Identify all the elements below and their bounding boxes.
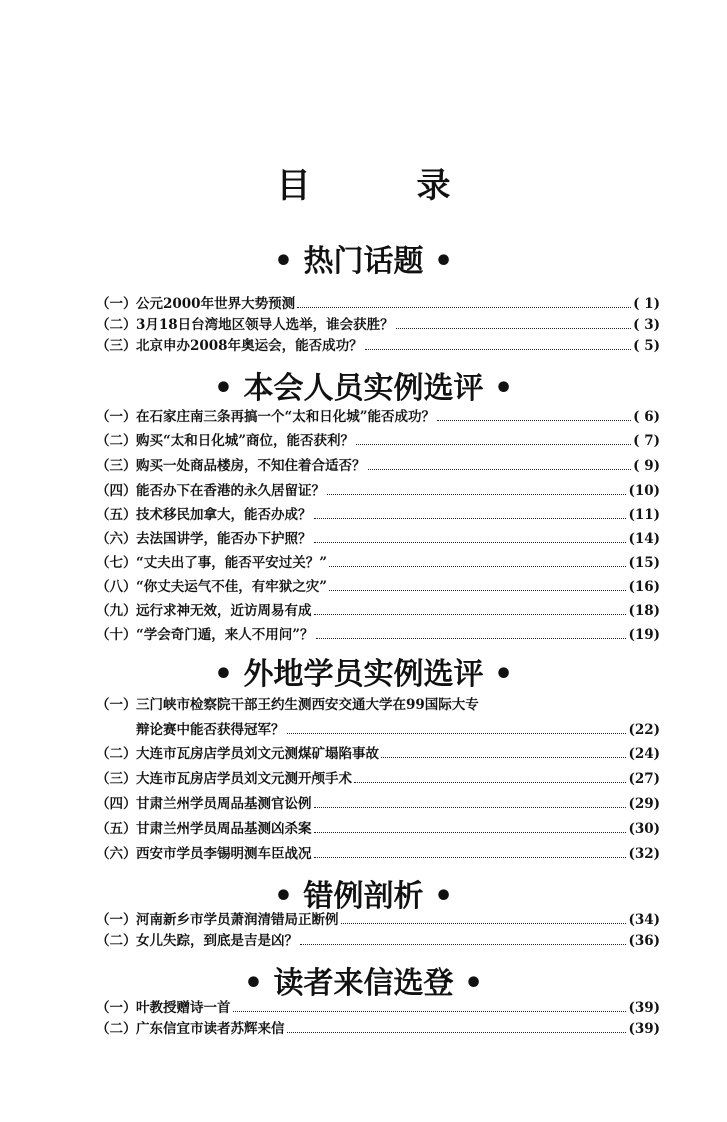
leader-dots [287,733,627,734]
entry-title-continued: 辩论赛中能否获得冠军？ [136,722,285,738]
leader-dots [316,638,627,639]
entry-title: 远行求神无效，近访周易有成 [136,603,312,619]
entry-title: “你丈夫运气不佳，有牢狱之灾” [136,579,328,595]
toc-entry[interactable] [96,996,660,1018]
entry-page: ( 7) [633,433,660,449]
entry-title: 甘肃兰州学员周品基测官讼例 [136,796,312,812]
leader-dots [300,944,626,945]
leader-dots [437,420,631,421]
leader-dots [329,566,626,567]
entry-title: 大连市瓦房店学员刘文元测煤矿塌陷事故 [136,746,379,762]
entry-page: ( 1) [633,296,660,312]
leader-dots [329,590,626,591]
entry-page: (14) [628,531,660,547]
entry-page: ( 5) [633,338,660,354]
entry-title: “学会奇门遁，来人不用问”？ [136,627,314,643]
entry-number: （一） [96,1000,137,1016]
section-heading-reader-letters: • 读者来信选登 • [243,966,484,1001]
leader-dots [314,518,627,519]
entry-page: (24) [628,746,660,762]
leader-dots [368,469,632,470]
entry-number: （七） [96,555,137,571]
entry-number: （二） [96,746,137,762]
entry-number: （二） [96,1021,137,1037]
leader-dots [327,494,626,495]
entry-number: （九） [96,603,137,619]
entry-title: 西安市学员李锡明测车臣战况 [136,846,312,862]
entry-number: （十） [96,627,137,643]
entry-title: 在石家庄南三条再搞一个“太和日化城”能否成功？ [136,409,436,425]
toc-entry[interactable] [96,405,660,427]
entry-page: (11) [628,507,660,523]
entry-page: (27) [628,771,660,787]
entry-number: （六） [96,846,137,862]
entry-number: （六） [96,531,137,547]
entry-title: 河南新乡市学员萧润清错局正断例 [136,912,339,928]
entry-page: (18) [628,603,660,619]
entry-page: (10) [628,483,660,499]
leader-dots [314,542,627,543]
entry-title: 购买“太和日化城”商位，能否获利？ [136,433,355,449]
entry-title: 广东信宜市读者苏辉来信 [136,1021,285,1037]
toc-entry[interactable] [96,929,660,951]
entry-title: 技术移民加拿大，能否办成？ [136,507,312,523]
entry-number: （二） [96,317,137,333]
entry-page: (39) [628,1000,660,1016]
toc-entry[interactable] [96,742,660,764]
entry-title: “丈夫出了事，能否平安过关？” [136,555,328,571]
entry-number: （二） [96,433,137,449]
leader-dots [396,328,631,329]
entry-page: (19) [628,627,660,643]
entry-number: （八） [96,579,137,595]
entry-number: （三） [96,338,137,354]
toc-entry[interactable] [96,527,660,549]
entry-page: (32) [628,846,660,862]
page-title: 目 录 [276,166,487,206]
entry-number: （三） [96,458,137,474]
entry-page: ( 3) [633,317,660,333]
toc-entry[interactable] [96,454,660,476]
leader-dots [314,807,627,808]
leader-dots [341,923,627,924]
leader-dots [233,1011,627,1012]
toc-entry[interactable] [96,503,660,525]
entry-number: （一） [96,296,137,312]
leader-dots [356,444,631,445]
entry-number: （四） [96,483,137,499]
toc-entry[interactable] [96,842,660,864]
leader-dots [365,349,632,350]
toc-entry[interactable] [96,623,660,645]
section-heading-member-cases: • 本会人员实例选评 • [213,371,514,406]
toc-entry[interactable] [96,429,660,451]
entry-number: （一） [96,697,137,713]
entry-title: 3月18日台湾地区领导人选举，谁会获胜？ [136,317,394,333]
leader-dots [381,757,626,758]
toc-entry[interactable] [96,334,660,356]
toc-entry[interactable] [96,599,660,621]
entry-number: （二） [96,933,137,949]
entry-title: 北京申办2008年奥运会，能否成功？ [136,338,363,354]
entry-page: (15) [628,555,660,571]
section-heading-hot-topics: • 热门话题 • [273,244,454,279]
entry-title: 女儿失踪，到底是吉是凶？ [136,933,298,949]
entry-title: 叶教授赠诗一首 [136,1000,231,1016]
toc-entry[interactable] [96,767,660,789]
toc-entry[interactable] [96,575,660,597]
entry-page: (22) [628,722,660,738]
entry-number: （一） [96,912,137,928]
entry-number: （五） [96,821,137,837]
toc-entry[interactable] [96,313,660,335]
entry-title: 三门峡市检察院干部王约生测西安交通大学在99国际大专 [136,697,479,713]
entry-page: ( 6) [633,409,660,425]
entry-title: 公元2000年世界大势预测 [136,296,296,312]
section-heading-external-cases: • 外地学员实例选评 • [213,657,514,692]
toc-entry[interactable] [96,693,660,715]
toc-entry[interactable] [96,479,660,501]
entry-page: (36) [628,933,660,949]
section-heading-error-analysis: • 错例剖析 • [273,879,454,914]
entry-page: ( 9) [633,458,660,474]
leader-dots [314,832,627,833]
toc-entry[interactable] [96,551,660,573]
leader-dots [297,307,631,308]
entry-number: （四） [96,796,137,812]
entry-page: (39) [628,1021,660,1037]
entry-title: 甘肃兰州学员周品基测凶杀案 [136,821,312,837]
entry-page: (30) [628,821,660,837]
entry-page: (34) [628,912,660,928]
toc-entry[interactable] [96,792,660,814]
toc-entry[interactable] [96,817,660,839]
toc-entry[interactable] [96,1017,660,1039]
leader-dots [314,614,627,615]
toc-entry[interactable] [96,292,660,314]
entry-page: (16) [628,579,660,595]
leader-dots [354,782,626,783]
leader-dots [314,857,627,858]
leader-dots [287,1032,627,1033]
entry-number: （一） [96,409,137,425]
entry-title: 能否办下在香港的永久居留证？ [136,483,325,499]
entry-title: 购买一处商品楼房，不知住着合适否？ [136,458,366,474]
entry-page: (29) [628,796,660,812]
toc-entry[interactable] [96,908,660,930]
entry-title: 去法国讲学，能否办下护照？ [136,531,312,547]
entry-title: 大连市瓦房店学员刘文元测开颅手术 [136,771,352,787]
toc-entry-continued[interactable] [96,718,660,740]
entry-number: （五） [96,507,137,523]
entry-number: （三） [96,771,137,787]
